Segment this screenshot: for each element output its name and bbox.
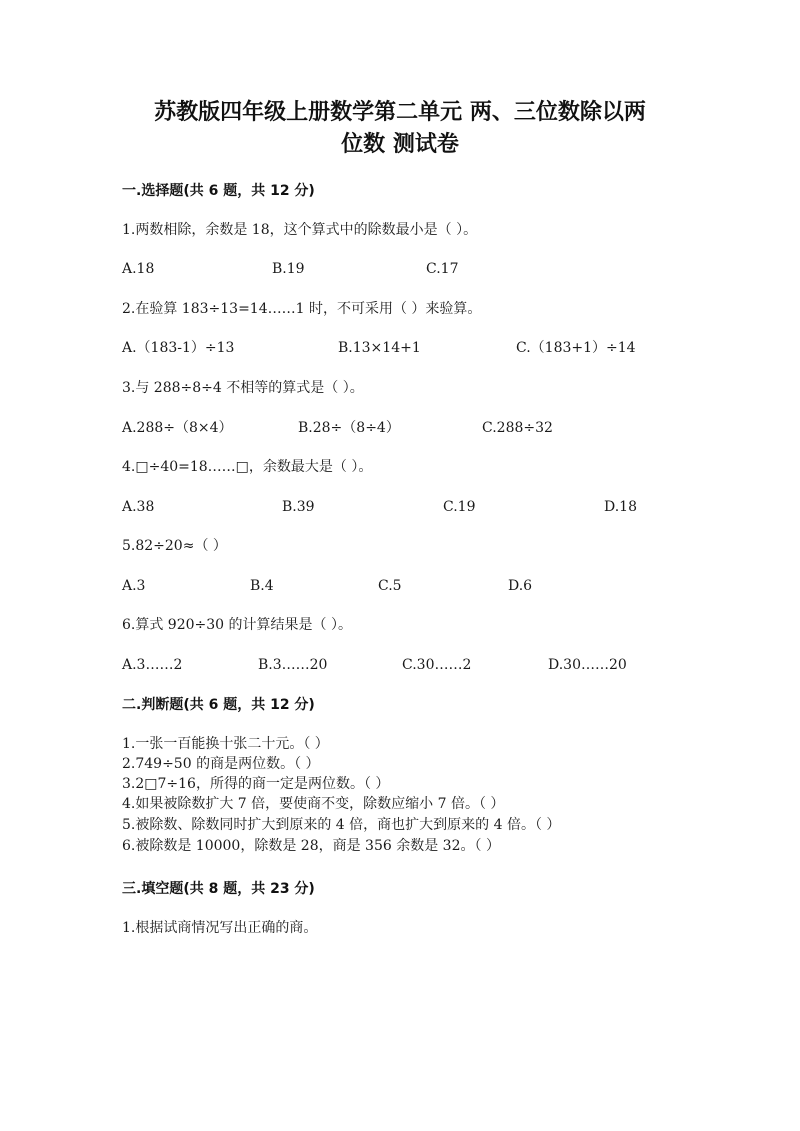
- q6-option-a: A.3……2: [122, 657, 183, 673]
- q1-option-c: C.17: [426, 261, 459, 277]
- question-5: 5.82÷20≈（ ）: [122, 538, 227, 554]
- q5-option-b: B.4: [250, 578, 274, 594]
- q2-option-c: C.（183+1）÷14: [516, 340, 636, 356]
- q3-option-b: B.28÷（8÷4）: [298, 420, 400, 436]
- section-heading-judgement: 二.判断题(共 6 题，共 12 分): [122, 697, 315, 713]
- q4-option-a: A.38: [122, 499, 155, 515]
- q6-option-c: C.30……2: [402, 657, 472, 673]
- q5-option-c: C.5: [378, 578, 402, 594]
- question-2: 2.在验算 183÷13=14……1 时，不可采用（ ）来验算。: [122, 301, 482, 317]
- q5-option-d: D.6: [508, 578, 533, 594]
- q1-option-a: A.18: [122, 261, 155, 277]
- judgement-item-1: 1.一张一百能换十张二十元。（ ）: [122, 736, 329, 752]
- q3-option-a: A.288÷（8×4）: [122, 420, 233, 436]
- judgement-item-6: 6.被除数是 10000，除数是 28，商是 356 余数是 32。（ ）: [122, 838, 500, 854]
- q4-option-c: C.19: [443, 499, 476, 515]
- judgement-item-4: 4.如果被除数扩大 7 倍，要使商不变，除数应缩小 7 倍。（ ）: [122, 796, 505, 812]
- question-6: 6.算式 920÷30 的计算结果是（ ）。: [122, 617, 352, 633]
- q4-option-b: B.39: [282, 499, 315, 515]
- q5-option-a: A.3: [122, 578, 146, 594]
- section-heading-choice: 一.选择题(共 6 题，共 12 分): [122, 183, 315, 199]
- page-title-line-2: 位数 测试卷: [341, 132, 459, 157]
- question-3: 3.与 288÷8÷4 不相等的算式是（ ）。: [122, 380, 364, 396]
- q3-option-c: C.288÷32: [482, 420, 553, 436]
- judgement-item-5: 5.被除数、除数同时扩大到原来的 4 倍，商也扩大到原来的 4 倍。（ ）: [122, 817, 561, 833]
- page-title-line-1: 苏教版四年级上册数学第二单元 两、三位数除以两: [154, 100, 646, 125]
- judgement-item-3: 3.2□7÷16，所得的商一定是两位数。（ ）: [122, 776, 390, 792]
- fill-blank-item-1: 1.根据试商情况写出正确的商。: [122, 920, 318, 936]
- q2-option-b: B.13×14+1: [338, 340, 421, 356]
- q6-option-b: B.3……20: [258, 657, 328, 673]
- question-1: 1.两数相除，余数是 18，这个算式中的除数最小是（ ）。: [122, 222, 478, 238]
- q6-option-d: D.30……20: [548, 657, 627, 673]
- q2-option-a: A.（183-1）÷13: [122, 340, 235, 356]
- q1-option-b: B.19: [272, 261, 305, 277]
- section-heading-fill-blank: 三.填空题(共 8 题，共 23 分): [122, 881, 315, 897]
- judgement-item-2: 2.749÷50 的商是两位数。（ ）: [122, 756, 320, 772]
- q4-option-d: D.18: [604, 499, 637, 515]
- question-4: 4.□÷40=18……□，余数最大是（ ）。: [122, 459, 373, 475]
